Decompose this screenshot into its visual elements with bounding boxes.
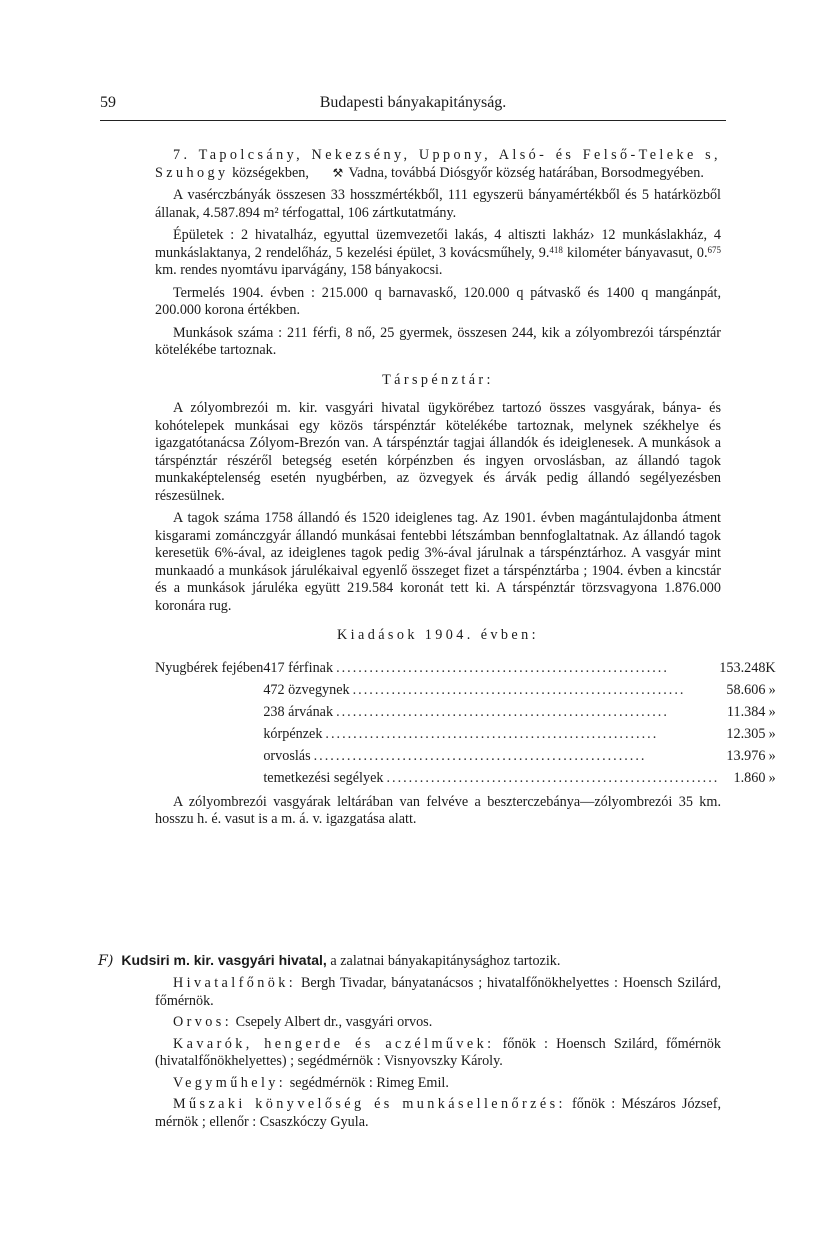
section-7-heading: 7. Tapolcsány, Nekezsény, Uppony, Alsó- és Felső-Teleke s, Szuhogy községekben, ⚒ Vadna, továbbá Diósgyőr község határában, Borsodmegyében. <box>155 147 721 181</box>
office-name: Kudsiri m. kir. vasgyári hivatal, <box>121 952 327 968</box>
expense-label: 417 férfinak ............................................................ <box>263 660 669 676</box>
section-7-paragraph-1: A vasérczbányák összesen 33 hosszmértékből, 111 egyszerü bányamértékből és 5 határközből állanak, 4.587.894 m² térfogattal, 106 zártkutatmány. <box>155 187 721 221</box>
expense-amount: 1.860 <box>733 770 766 786</box>
expense-amount: 13.976 <box>726 748 766 764</box>
fund-heading: Társpénztár: <box>382 371 494 388</box>
expense-label: kórpénzek ............................................................ <box>263 726 659 742</box>
section-7-paragraph-3: Termelés 1904. évben : 215.000 q barnavaskő, 120.000 q pátvaskő és 1400 q mangánpát, 200.000 korona értékben. <box>155 284 721 318</box>
expense-row <box>155 678 776 700</box>
section-7-paragraph-4: Munkások száma : 211 férfi, 8 nő, 25 gyermek, összesen 244, kik a zólyombrezói társpénztár kötelékébe tartoznak. <box>155 324 721 358</box>
expense-amount: 12.305 <box>726 726 766 742</box>
expense-unit: » <box>768 770 776 786</box>
header-rule <box>100 120 726 121</box>
expense-prefix <box>155 700 263 722</box>
section-letter: F) <box>98 953 114 969</box>
railway-note: A zólyombrezói vasgyárak leltárában van felvéve a beszterczebánya—zólyombrezói 35 km. hosszu h. é. vasut is a m. á. v. igazgatása alatt. <box>155 793 721 827</box>
fund-paragraph-1: A zólyombrezói m. kir. vasgyári hivatal ügykörébez tartozó összes vasgyárak, bánya- és kohótelepek munkásai egy közös társpénztár kötelékébe tartoznak, melynek székhelye és igazgatótanácsa Zólyom-Brezón van. A társpénztár tagjai állandók és ideiglenesek. A munkások a társpénztár részéről betegség esetén kórpénzben és ingyen orvoslásban, az állandó tagok munkaképtelenség esetén nyugbérben, az özvegyek és árvák pedig állandó segélyezésben részesülnek. <box>155 400 721 504</box>
staff-entry: Hivatalfőnök: Bergh Tivadar, bányatanácsos ; hivatalfőnökhelyettes : Hoensch Szilárd, főmérnök. <box>155 975 721 1009</box>
expense-label: 472 özvegynek ............................................................ <box>263 682 686 698</box>
expense-row <box>155 722 776 744</box>
expense-amount: 58.606 <box>726 682 766 698</box>
expense-amount: 153.248 <box>719 660 766 676</box>
expense-row <box>155 766 776 788</box>
staff-entry: Vegyműhely: segédmérnök : Rimeg Emil. <box>173 1074 449 1091</box>
expense-row <box>155 700 776 722</box>
page-number: 59 <box>100 94 116 111</box>
expense-unit: » <box>768 748 776 764</box>
staff-list <box>155 975 721 1135</box>
section-f-rest: a zalatnai bányakapitánysághoz tartozik. <box>330 953 561 969</box>
expense-unit: » <box>768 726 776 742</box>
staff-entry: Kavarók, hengerde és aczélművek: főnök : Hoensch Szilárd, főmérnök (hivatalfőnökhelyettes) ; segédmérnök : Visnyovszky Károly. <box>155 1035 721 1069</box>
expense-unit: » <box>768 704 776 720</box>
expense-label: temetkezési segélyek ............................................................ <box>263 770 720 786</box>
expense-unit: » <box>768 682 776 698</box>
fund-paragraph-2: A tagok száma 1758 állandó és 1520 ideiglenes tag. Az 1901. évben magántulajdonba átment kisgarami zománczgyár állandó munkásai fentebbi létszámban bennfoglaltatnak. Az állandó tagok keresetük 6%-ával, az ideiglenes tagok pedig 3%-ával járulnak a társpénztárhoz. A vasgyár mint munkaadó a munkások járulékaival egyenlő összeget fizet a társpénztárba ; 1904. évben a kincstár és a munkások járuléka együtt 219.584 koronát tett ki. A társpénztár törzsvagyona 1.876.000 koronára rug. <box>155 510 721 614</box>
expense-prefix <box>155 722 263 744</box>
mine-symbol-icon: ⚒ <box>332 165 344 180</box>
page-header <box>100 94 726 118</box>
expense-label: orvoslás ............................................................ <box>263 748 647 764</box>
expenses-table <box>155 656 776 788</box>
expense-unit: K <box>765 660 776 676</box>
expense-label: 238 árvának ............................................................ <box>263 704 669 720</box>
expense-prefix <box>155 744 263 766</box>
staff-entry: Orvos: Csepely Albert dr., vasgyári orvos. <box>173 1014 433 1030</box>
staff-entry: Műszaki könyvelőség és munkásellenőrzés: főnök : Mészáros József, mérnök ; ellenőr : Csaszkóczy Gyula. <box>155 1096 721 1130</box>
expense-amount: 11.384 <box>726 704 766 720</box>
section-f-heading <box>98 952 721 971</box>
main-text <box>155 147 776 834</box>
expense-prefix <box>155 678 263 700</box>
section-7-paragraph-2: Épületek : 2 hivatalház, egyuttal üzemvezetői lakás, 4 altiszti lakház› 12 munkáslakház, 4 munkáslaktanya, 2 rendelőház, 5 kezelési épület, 3 kovácsműhely, 9.$^{418}$ kilométer bányavasut, 0.$^{675}$ km. rendes nyomtávu iparvágány, 158 bányakocsi. <box>155 227 721 278</box>
expense-prefix <box>155 766 263 788</box>
expense-prefix: Nyugbérek fejében <box>155 660 264 676</box>
expenses-heading: Kiadások 1904. évben: <box>337 627 539 643</box>
expense-row <box>155 744 776 766</box>
running-title: Budapesti bányakapitányság. <box>319 94 507 111</box>
expense-row <box>155 656 776 678</box>
